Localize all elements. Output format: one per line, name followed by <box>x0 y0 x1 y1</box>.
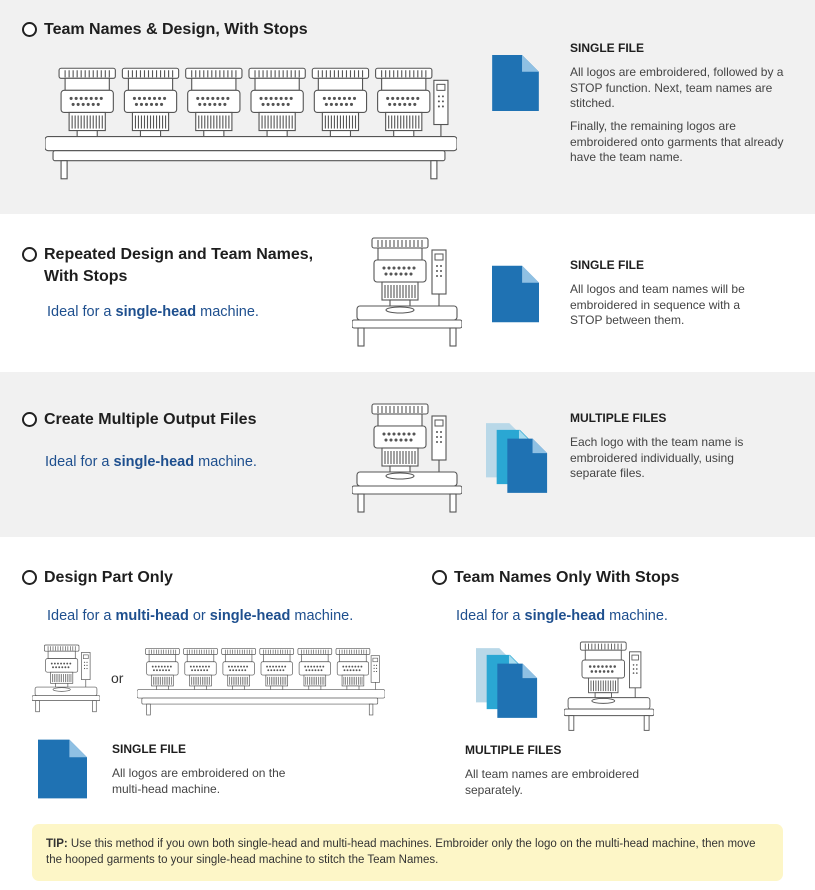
document-icon <box>38 739 87 799</box>
option-create-multiple-output-files <box>0 372 815 537</box>
file-description: Each logo with the team name is embroidered individually, using separate files. <box>570 435 744 480</box>
file-type-label: MULTIPLE FILES <box>465 743 562 757</box>
or-text: or <box>111 670 124 686</box>
file-type-label: SINGLE FILE <box>570 41 645 55</box>
ideal-machine-2: single-head <box>209 608 291 624</box>
multi-head-machine-illustration <box>137 641 385 717</box>
radio-button[interactable] <box>22 22 37 37</box>
file-description: All team names are embroidered separately. <box>465 767 640 797</box>
radio-button[interactable] <box>22 412 37 427</box>
ideal-suffix: machine. <box>196 304 259 320</box>
option-team-names-design-with-stops <box>0 0 815 214</box>
option-label[interactable] <box>22 409 256 431</box>
option-title: Design Part Only <box>44 569 173 586</box>
radio-button[interactable] <box>432 570 447 585</box>
ideal-machine-1: multi-head <box>115 608 189 624</box>
ideal-for-text <box>47 304 259 320</box>
option-label[interactable] <box>22 19 308 41</box>
option-title: Team Names Only With Stops <box>454 569 680 586</box>
option-title-line1: Repeated Design and Team Names, <box>44 246 314 263</box>
ideal-prefix: Ideal for a <box>456 608 525 624</box>
option-design-part-only <box>0 537 410 822</box>
option-title: Team Names & Design, With Stops <box>44 21 308 38</box>
single-head-machine-illustration <box>564 641 654 733</box>
file-description: All logos and team names will be embroidered in sequence with a STOP between them. <box>570 282 745 327</box>
option-title-line2: With Stops <box>44 268 128 285</box>
tip-label: TIP: <box>46 838 68 850</box>
tip-box <box>32 824 783 881</box>
tip-text: Use this method if you own both single-head and multi-head machines. Embroider only the logo on the multi-head machine, then move the hooped garments to your single-head machine to stitch the Team Names. <box>46 838 756 866</box>
single-head-machine-illustration <box>352 236 462 350</box>
option-label[interactable] <box>22 244 313 288</box>
file-type-label: MULTIPLE FILES <box>570 411 667 425</box>
document-icon <box>492 55 539 111</box>
option-team-names-only-with-stops <box>410 537 815 822</box>
ideal-suffix: machine. <box>194 454 257 470</box>
document-icon <box>492 265 539 323</box>
option-label[interactable] <box>22 567 173 589</box>
ideal-for-text <box>47 608 353 624</box>
option-title: Create Multiple Output Files <box>44 411 257 428</box>
file-type-label: SINGLE FILE <box>112 742 187 756</box>
file-type-label: SINGLE FILE <box>570 258 645 272</box>
ideal-suffix: machine. <box>605 608 668 624</box>
radio-button[interactable] <box>22 247 37 262</box>
ideal-prefix: Ideal for a <box>45 454 114 470</box>
multiple-documents-icon <box>486 422 550 494</box>
option-repeated-design-team-names <box>0 214 815 372</box>
multi-head-machine-illustration <box>45 55 457 183</box>
radio-button[interactable] <box>22 570 37 585</box>
ideal-machine: single-head <box>524 608 606 624</box>
ideal-for-text <box>456 608 668 624</box>
ideal-suffix: machine. <box>290 608 354 624</box>
file-description-2: Finally, the remaining logos are embroidered onto garments that already have the team name. <box>570 119 784 164</box>
single-head-machine-illustration <box>32 643 100 715</box>
option-title <box>44 244 313 288</box>
single-head-machine-illustration <box>352 402 462 516</box>
ideal-mid: or <box>188 608 210 624</box>
file-description: All logos are embroidered, followed by a STOP function. Next, team names are stitched. <box>570 65 784 110</box>
file-description: All logos are embroidered on the multi-head machine. <box>112 766 286 796</box>
ideal-prefix: Ideal for a <box>47 608 116 624</box>
option-label[interactable] <box>432 567 679 589</box>
ideal-machine: single-head <box>115 304 197 320</box>
multiple-documents-icon <box>476 647 540 719</box>
ideal-for-text <box>45 454 257 470</box>
ideal-prefix: Ideal for a <box>47 304 116 320</box>
ideal-machine: single-head <box>113 454 195 470</box>
